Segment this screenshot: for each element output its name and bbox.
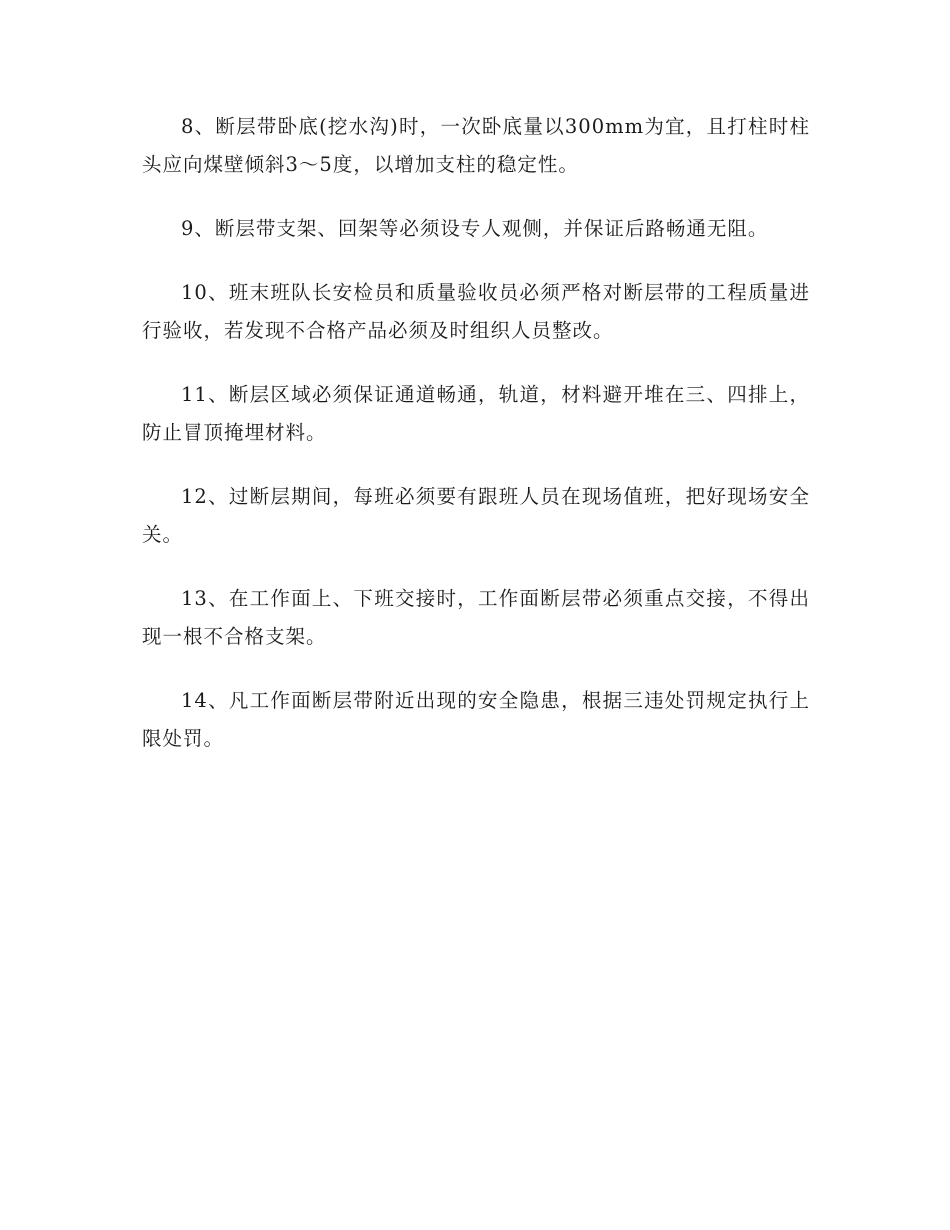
paragraph-item-8: 8、断层带卧底(挖水沟)时，一次卧底量以300mm为宜，且打柱时柱头应向煤壁倾斜3～5度，以增加支柱的稳定性。 (142, 115, 810, 176)
paragraph-item-10: 10、班末班队长安检员和质量验收员必须严格对断层带的工程质量进行验收，若发现不合格产品必须及时组织人员整改。 (142, 281, 810, 342)
paragraph-item-13: 13、在工作面上、下班交接时，工作面断层带必须重点交接，不得出现一根不合格支架。 (142, 587, 810, 648)
document-body (142, 108, 810, 784)
paragraph-item-14: 14、凡工作面断层带附近出现的安全隐患，根据三违处罚规定执行上限处罚。 (142, 689, 810, 750)
paragraph-item-12: 12、过断层期间，每班必须要有跟班人员在现场值班，把好现场安全关。 (142, 485, 810, 546)
paragraph-item-9: 9、断层带支架、回架等必须设专人观侧，并保证后路畅通无阻。 (181, 217, 769, 240)
paragraph-item-11: 11、断层区域必须保证通道畅通，轨道，材料避开堆在三、四排上，防止冒顶掩埋材料。 (142, 383, 810, 444)
